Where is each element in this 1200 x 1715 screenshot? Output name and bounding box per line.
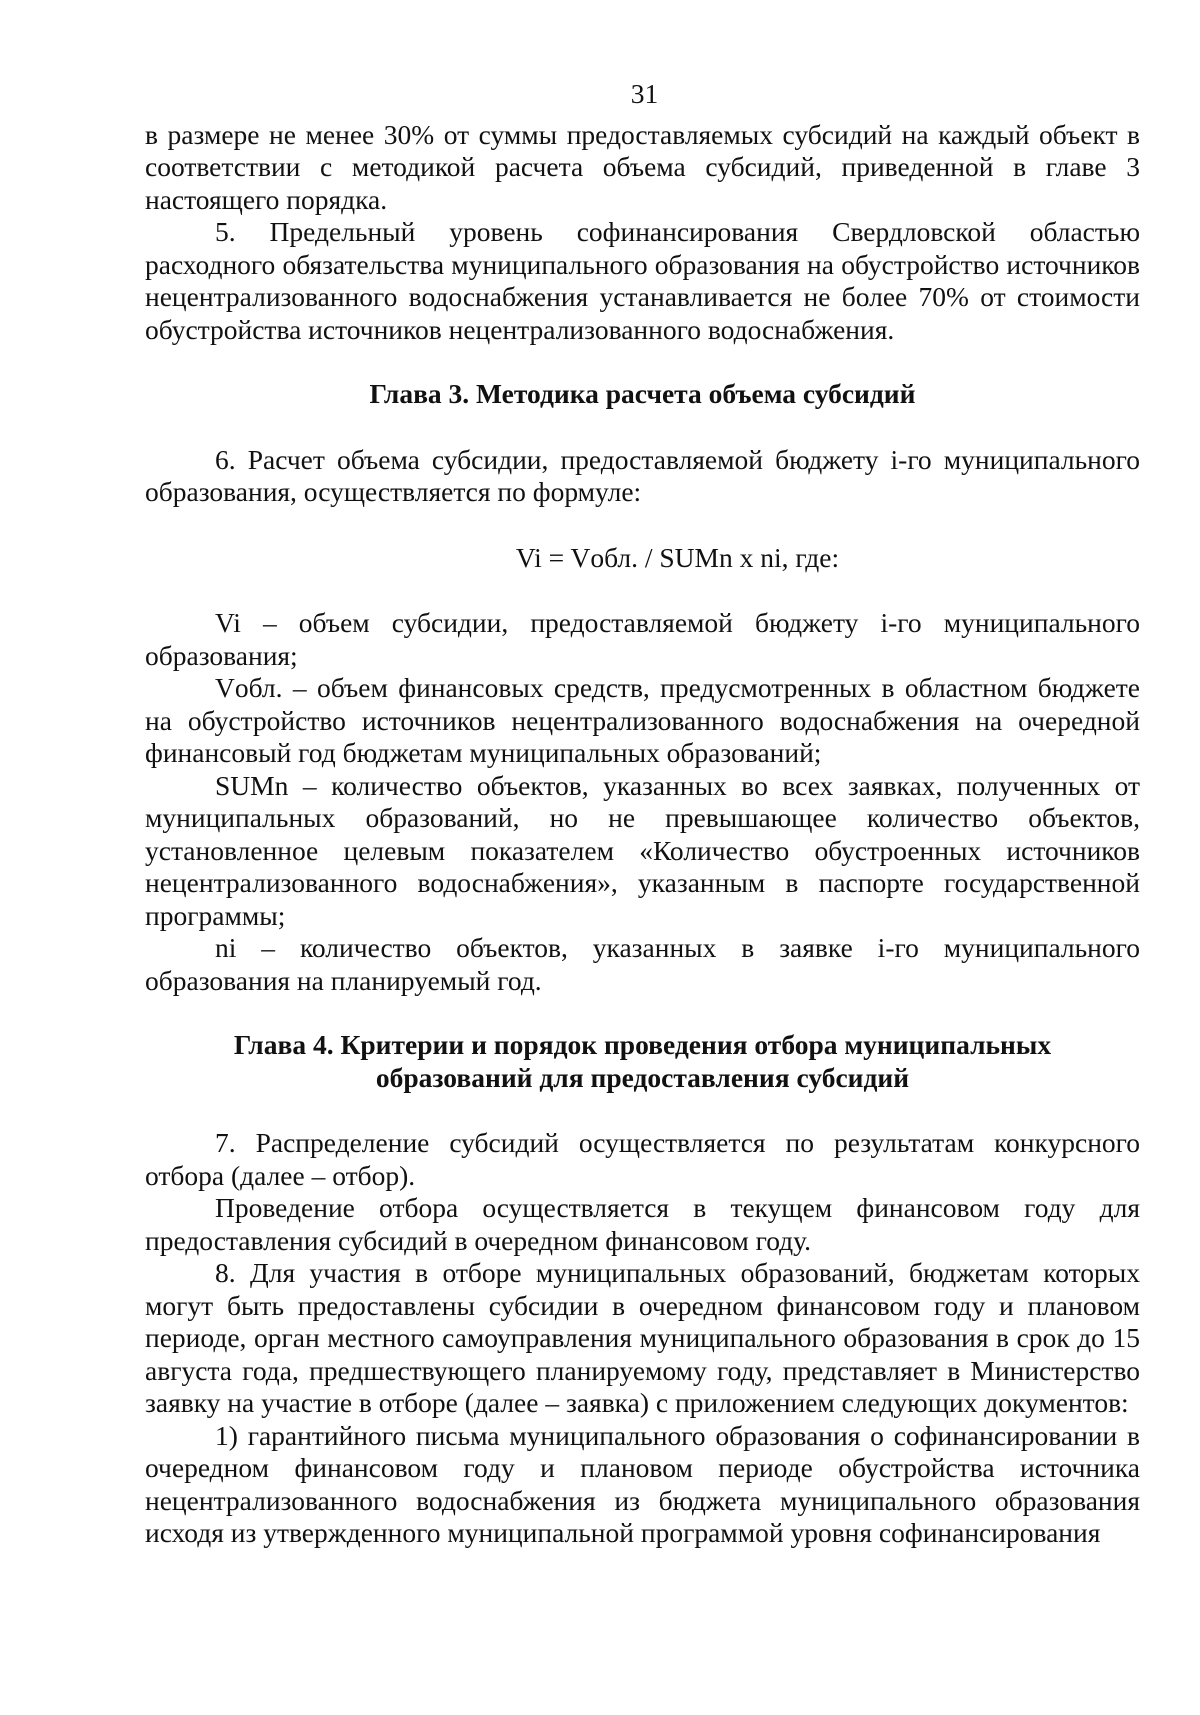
- paragraph-selection-timing: Проведение отбора осуществляется в текущем финансовом году для предоставления субсидий в очередном финансовом году.: [145, 1192, 1140, 1256]
- definition-sumn: SUMn – количество объектов, указанных во всех заявках, полученных от муниципальных образований, но не превышающее количество объектов, установленное целевым показателем «Количество обустроенных источников нецентрализованного водоснабжения», указанным в паспорте государственной программы;: [145, 769, 1140, 931]
- paragraph-7: 7. Распределение субсидий осуществляется по результатам конкурсного отбора (далее – отбор).: [145, 1127, 1140, 1191]
- paragraph-8: 8. Для участия в отборе муниципальных образований, бюджетам которых могут быть предоставлены субсидии в очередном финансовом году и плановом периоде, орган местного самоуправления муниципального образования в срок до 15 августа года, предшествующего планируемому году, представляет в Министерство заявку на участие в отборе (далее – заявка) с приложением следующих документов:: [145, 1257, 1140, 1418]
- chapter-4-title: [145, 1029, 1140, 1094]
- paragraph-continuation: в размере не менее 30% от суммы предоставляемых субсидий на каждый объект в соответствии с методикой расчета объема субсидий, приведенной в главе 3 настоящего порядка.: [145, 118, 1140, 215]
- paragraph-5: 5. Предельный уровень софинансирования Свердловской областью расходного обязательства муниципального образования на обустройство источников нецентрализованного водоснабжения устанавливается не более 70% от стоимости обустройства источников нецентрализованного водоснабжения.: [145, 216, 1140, 345]
- definition-vobl: Vобл. – объем финансовых средств, предусмотренных в областном бюджете на обустройство источников нецентрализованного водоснабжения на очередной финансовый год бюджетам муниципальных образований;: [145, 672, 1140, 768]
- document-page: [145, 78, 1140, 1550]
- formula: Vi = Vобл. / SUMn x ni, где:: [515, 541, 840, 573]
- definition-ni: ni – количество объектов, указанных в заявке i-го муниципального образования на планируемый год.: [145, 932, 1140, 996]
- chapter-4-title-line-2: образований для предоставления субсидий: [375, 1061, 910, 1093]
- chapter-4-title-line-1: Глава 4. Критерии и порядок проведения отбора муниципальных: [233, 1029, 1052, 1060]
- definition-vi: Vi – объем субсидии, предоставляемой бюджету i-го муниципального образования;: [145, 607, 1140, 671]
- page-number: 31: [630, 78, 659, 109]
- paragraph-6: 6. Расчет объема субсидии, предоставляемой бюджету i-го муниципального образования, осуществляется по формуле:: [145, 443, 1140, 507]
- chapter-3-title: Глава 3. Методика расчета объема субсидий: [369, 378, 916, 409]
- paragraph-8-item-1: 1) гарантийного письма муниципального образования о софинансировании в очередном финансовом году и плановом периоде обустройства источника нецентрализованного водоснабжения из бюджета муниципального образования исходя из утвержденного муниципальной программой уровня софинансирования: [145, 1419, 1140, 1548]
